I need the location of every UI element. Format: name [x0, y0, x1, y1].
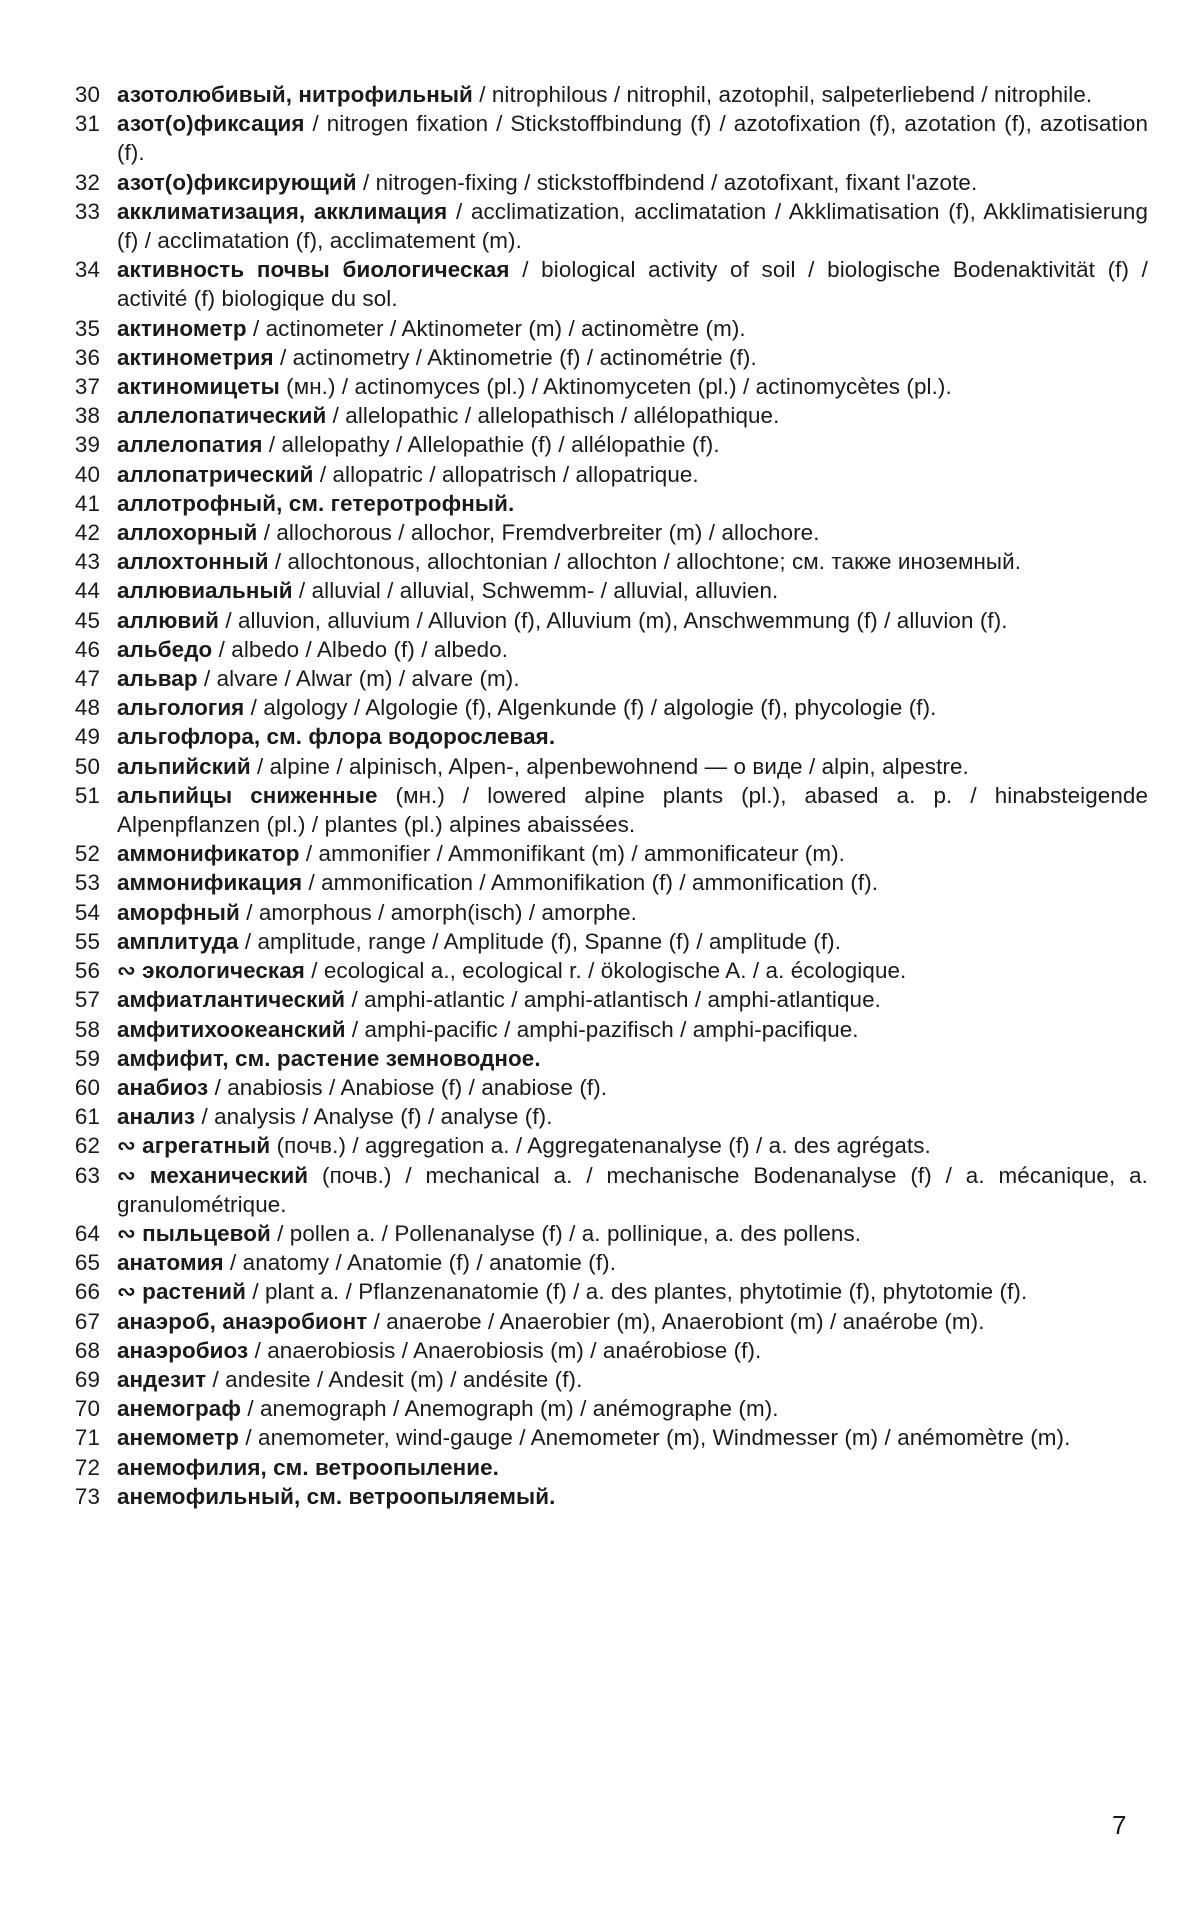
entry-headword: аллохтонный — [117, 549, 269, 575]
entry-number: 41 — [74, 490, 100, 516]
dictionary-entry — [62, 80, 1148, 109]
entry-number: 37 — [74, 374, 100, 400]
entry-list — [62, 80, 1148, 1511]
entry-headword: амфифит, см. растение земноводное. — [117, 1045, 541, 1071]
entry-headword: ∾ механический — [117, 1162, 309, 1188]
entry-number: 69 — [74, 1366, 100, 1392]
entry-number: 35 — [74, 315, 100, 341]
dictionary-entry — [62, 1248, 1148, 1277]
dictionary-entry — [62, 1394, 1148, 1423]
entry-number: 58 — [74, 1016, 100, 1042]
dictionary-entry — [62, 255, 1148, 313]
entry-number: 52 — [74, 841, 100, 867]
entry-number: 57 — [74, 987, 100, 1013]
entry-number: 50 — [74, 753, 100, 779]
entry-headword: аллювий — [117, 607, 220, 633]
dictionary-entry — [62, 1161, 1148, 1219]
entry-translations: / biological activity of soil / biologische Bodenaktivität (f) / activité (f) biologique du sol. — [117, 257, 1148, 312]
entry-translations: / allopatric / allopatrisch / allopatrique. — [313, 461, 699, 487]
entry-headword: актинометрия — [117, 344, 274, 370]
entry-number: 66 — [74, 1279, 100, 1305]
dictionary-entry — [62, 314, 1148, 343]
entry-translations: / analysis / Analyse (f) / analyse (f). — [195, 1104, 553, 1130]
entry-number: 48 — [74, 695, 100, 721]
dictionary-entry — [62, 372, 1148, 401]
entry-translations: (мн.) / lowered alpine plants (pl.), abased a. p. / hinabsteigende Alpenpflanzen (pl.) / plantes (pl.) alpines abaissées. — [117, 782, 1149, 838]
entry-headword: анемофилия, см. ветроопыление. — [117, 1454, 499, 1480]
entry-translations: / anaerobe / Anaerobier (m), Anaerobiont (m) / anaérobe (m). — [367, 1308, 985, 1334]
entry-number: 67 — [74, 1308, 100, 1334]
entry-headword: амплитуда — [117, 928, 239, 954]
dictionary-entry — [62, 927, 1148, 956]
dictionary-entry — [62, 197, 1148, 255]
dictionary-entry — [62, 722, 1148, 751]
entry-headword: актиномицеты — [117, 374, 280, 400]
dictionary-entry — [62, 693, 1148, 722]
dictionary-entry — [62, 606, 1148, 635]
entry-translations: / amphi-pacific / amphi-pazifisch / amphi-pacifique. — [345, 1016, 859, 1042]
entry-translations: / albedo / Albedo (f) / albedo. — [212, 636, 509, 662]
entry-translations: / allochtonous, allochtonian / allochton / allochtone; см. также иноземный. — [268, 549, 1022, 575]
entry-translations: / amorphous / amorph(isch) / amorphe. — [239, 899, 637, 925]
page-number: 7 — [1112, 1810, 1127, 1840]
entry-translations: / acclimatization, acclimatation / Akklimatisation (f), Akklimatisierung (f) / acclimatation (f), acclimatement (m). — [117, 198, 1148, 254]
entry-headword: альбедо — [117, 636, 213, 662]
dictionary-entry — [62, 1102, 1148, 1131]
entry-translations: / nitrogen-fixing / stickstoffbindend / azotofixant, fixant l'azote. — [356, 169, 978, 195]
entry-headword: альпийский — [117, 753, 251, 779]
dictionary-entry — [62, 576, 1148, 605]
entry-number: 63 — [74, 1162, 100, 1188]
entry-translations: / actinometer / Aktinometer (m) / actinomètre (m). — [246, 315, 746, 341]
entry-number: 64 — [74, 1220, 100, 1246]
entry-number: 70 — [74, 1396, 100, 1422]
entry-translations: / anabiosis / Anabiose (f) / anabiose (f). — [208, 1074, 608, 1100]
entry-headword: аммонификация — [117, 870, 303, 896]
entry-number: 32 — [74, 169, 100, 195]
entry-number: 59 — [74, 1045, 100, 1071]
dictionary-entry — [62, 1307, 1148, 1336]
entry-number: 36 — [74, 344, 100, 370]
entry-headword: активность почвы биологическая — [117, 257, 510, 283]
entry-number: 51 — [74, 782, 100, 808]
entry-headword: анаэроб, анаэробионт — [117, 1308, 368, 1334]
entry-translations: / alluvion, alluvium / Alluvion (f), Alluvium (m), Anschwemmung (f) / alluvion (f). — [219, 607, 1008, 633]
entry-headword: андезит — [117, 1366, 207, 1392]
dictionary-entry — [62, 168, 1148, 197]
entry-headword: анемограф — [117, 1396, 242, 1422]
entry-number: 53 — [74, 870, 100, 896]
entry-headword: аллопатрический — [117, 461, 314, 487]
entry-number: 42 — [74, 520, 100, 546]
entry-translations: / pollen a. / Pollenanalyse (f) / a. pollinique, a. des pollens. — [270, 1220, 862, 1246]
dictionary-entry — [62, 430, 1148, 459]
entry-number: 65 — [74, 1250, 100, 1276]
entry-headword: актинометр — [117, 315, 247, 341]
entry-headword: ∾ растений — [117, 1279, 247, 1305]
dictionary-entry — [62, 343, 1148, 372]
entry-headword: аллелопатический — [117, 403, 327, 429]
entry-translations: / plant a. / Pflanzenanatomie (f) / a. des plantes, phytotimie (f), phytotomie (f). — [246, 1279, 1028, 1305]
dictionary-entry — [62, 1336, 1148, 1365]
dictionary-entry — [62, 1131, 1148, 1160]
entry-number: 44 — [74, 578, 100, 604]
entry-headword: азот(о)фиксирующий — [117, 169, 357, 195]
entry-headword: амфиатлантический — [117, 987, 346, 1013]
entry-translations: / amplitude, range / Amplitude (f), Spanne (f) / amplitude (f). — [238, 928, 842, 954]
dictionary-entry — [62, 1482, 1148, 1511]
dictionary-entry — [62, 489, 1148, 518]
entry-number: 56 — [74, 958, 100, 984]
entry-number: 30 — [74, 82, 100, 107]
dictionary-entry — [62, 752, 1148, 781]
entry-translations: (мн.) / actinomyces (pl.) / Aktinomyceten (pl.) / actinomycètes (pl.). — [279, 374, 952, 400]
entry-headword: анемофильный, см. ветроопыляемый. — [117, 1483, 556, 1509]
dictionary-entry — [62, 956, 1148, 985]
dictionary-entry — [62, 1453, 1148, 1482]
entry-translations: / allochorous / allochor, Fremdverbreiter (m) / allochore. — [257, 520, 820, 546]
entry-translations: / andesite / Andesit (m) / andésite (f). — [206, 1366, 583, 1392]
entry-headword: анабиоз — [117, 1074, 209, 1100]
entry-number: 33 — [74, 198, 100, 224]
entry-translations: / ammonification / Ammonifikation (f) / ammonification (f). — [302, 870, 879, 896]
entry-translations: (почв.) / mechanical a. / mechanische Bodenanalyse (f) / a. mécanique, a. granulométrique. — [117, 1162, 1148, 1217]
entry-headword: акклиматизация, акклимация — [117, 198, 448, 224]
entry-number: 45 — [74, 607, 100, 633]
entry-number: 60 — [74, 1074, 100, 1100]
dictionary-entry — [62, 518, 1148, 547]
entry-translations: / allelopathy / Allelopathie (f) / allélopathie (f). — [262, 432, 720, 458]
entry-number: 40 — [74, 461, 100, 487]
entry-translations: / anemometer, wind-gauge / Anemometer (m), Windmesser (m) / anémomètre (m). — [239, 1425, 1071, 1451]
dictionary-entry — [62, 898, 1148, 927]
entry-headword: аллювиальный — [117, 578, 293, 604]
dictionary-entry — [62, 1365, 1148, 1394]
entry-number: 49 — [74, 724, 100, 750]
dictionary-entry — [62, 868, 1148, 897]
entry-number: 62 — [74, 1133, 100, 1159]
entry-translations: / alpine / alpinisch, Alpen-, alpenbewohnend — о виде / alpin, alpestre. — [250, 753, 969, 779]
entry-headword: азот(о)фиксация — [117, 111, 305, 137]
dictionary-entry — [62, 460, 1148, 489]
dictionary-entry — [62, 1015, 1148, 1044]
entry-number: 55 — [74, 928, 100, 954]
dictionary-entry — [62, 1423, 1148, 1452]
entry-number: 43 — [74, 549, 100, 575]
dictionary-entry — [62, 781, 1148, 839]
dictionary-entry — [62, 839, 1148, 868]
entry-translations: / anemograph / Anemograph (m) / anémographe (m). — [241, 1396, 779, 1422]
dictionary-entry — [62, 985, 1148, 1014]
entry-translations: / algology / Algologie (f), Algenkunde (f) / algologie (f), phycologie (f). — [244, 695, 937, 721]
entry-number: 38 — [74, 403, 100, 429]
entry-number: 46 — [74, 636, 100, 662]
entry-headword: ∾ пыльцевой — [117, 1220, 271, 1246]
entry-number: 47 — [74, 666, 100, 692]
entry-headword: азотолюбивый, нитрофильный — [117, 82, 473, 107]
entry-translations: (почв.) / aggregation a. / Aggregatenanalyse (f) / a. des agrégats. — [270, 1133, 931, 1159]
dictionary-entry — [62, 1277, 1148, 1306]
entry-headword: аллотрофный, см. гетеротрофный. — [117, 490, 515, 516]
dictionary-entry — [62, 635, 1148, 664]
entry-headword: амфитихоокеанский — [117, 1016, 346, 1042]
entry-headword: анатомия — [117, 1250, 224, 1276]
dictionary-entry — [62, 547, 1148, 576]
entry-headword: ∾ агрегатный — [117, 1133, 271, 1159]
dictionary-entry — [62, 401, 1148, 430]
entry-number: 54 — [74, 899, 100, 925]
entry-translations: / alluvial / alluvial, Schwemm- / alluvial, alluvien. — [292, 578, 779, 604]
dictionary-entry — [62, 109, 1148, 167]
entry-headword: ∾ экологическая — [117, 958, 305, 984]
entry-headword: аллелопатия — [117, 432, 263, 458]
entry-translations: / nitrogen fixation / Stickstoffbindung (f) / azotofixation (f), azotation (f), azotisation (f). — [117, 111, 1148, 166]
entry-number: 68 — [74, 1337, 100, 1363]
entry-headword: альвар — [117, 666, 198, 692]
entry-headword: анализ — [117, 1104, 196, 1130]
entry-number: 72 — [74, 1454, 100, 1480]
entry-number: 31 — [74, 111, 100, 137]
dictionary-entry — [62, 1219, 1148, 1248]
entry-translations: / anatomy / Anatomie (f) / anatomie (f). — [223, 1250, 617, 1276]
entry-number: 71 — [74, 1425, 100, 1451]
entry-headword: альпийцы сниженные — [117, 782, 378, 808]
dictionary-entry — [62, 1073, 1148, 1102]
entry-number: 61 — [74, 1104, 100, 1130]
entry-number: 73 — [74, 1483, 100, 1509]
entry-translations: / ammonifier / Ammonifikant (m) / ammonificateur (m). — [299, 841, 845, 867]
dictionary-entry — [62, 664, 1148, 693]
entry-number: 39 — [74, 432, 100, 458]
entry-translations: / nitrophilous / nitrophil, azotophil, salpeterliebend / nitrophile. — [472, 82, 1093, 107]
entry-headword: аморфный — [117, 899, 240, 925]
entry-headword: альгофлора, см. флора водорослевая. — [117, 724, 556, 750]
entry-translations: / ecological a., ecological r. / ökologische A. / a. écologique. — [304, 958, 907, 984]
entry-translations: / amphi-atlantic / amphi-atlantisch / amphi-atlantique. — [345, 987, 881, 1013]
entry-number: 34 — [74, 257, 100, 283]
entry-translations: / actinometry / Aktinometrie (f) / actinométrie (f). — [273, 344, 757, 370]
entry-headword: альгология — [117, 695, 245, 721]
entry-headword: аммонификатор — [117, 841, 300, 867]
entry-headword: анемометр — [117, 1425, 240, 1451]
entry-translations: / alvare / Alwar (m) / alvare (m). — [197, 666, 520, 692]
entry-translations: / anaerobiosis / Anaerobiosis (m) / anaérobiose (f). — [248, 1337, 762, 1363]
dictionary-entry — [62, 1044, 1148, 1073]
entry-translations: / allelopathic / allelopathisch / allélopathique. — [326, 403, 780, 429]
entry-headword: аллохорный — [117, 520, 258, 546]
entry-headword: анаэробиоз — [117, 1337, 249, 1363]
